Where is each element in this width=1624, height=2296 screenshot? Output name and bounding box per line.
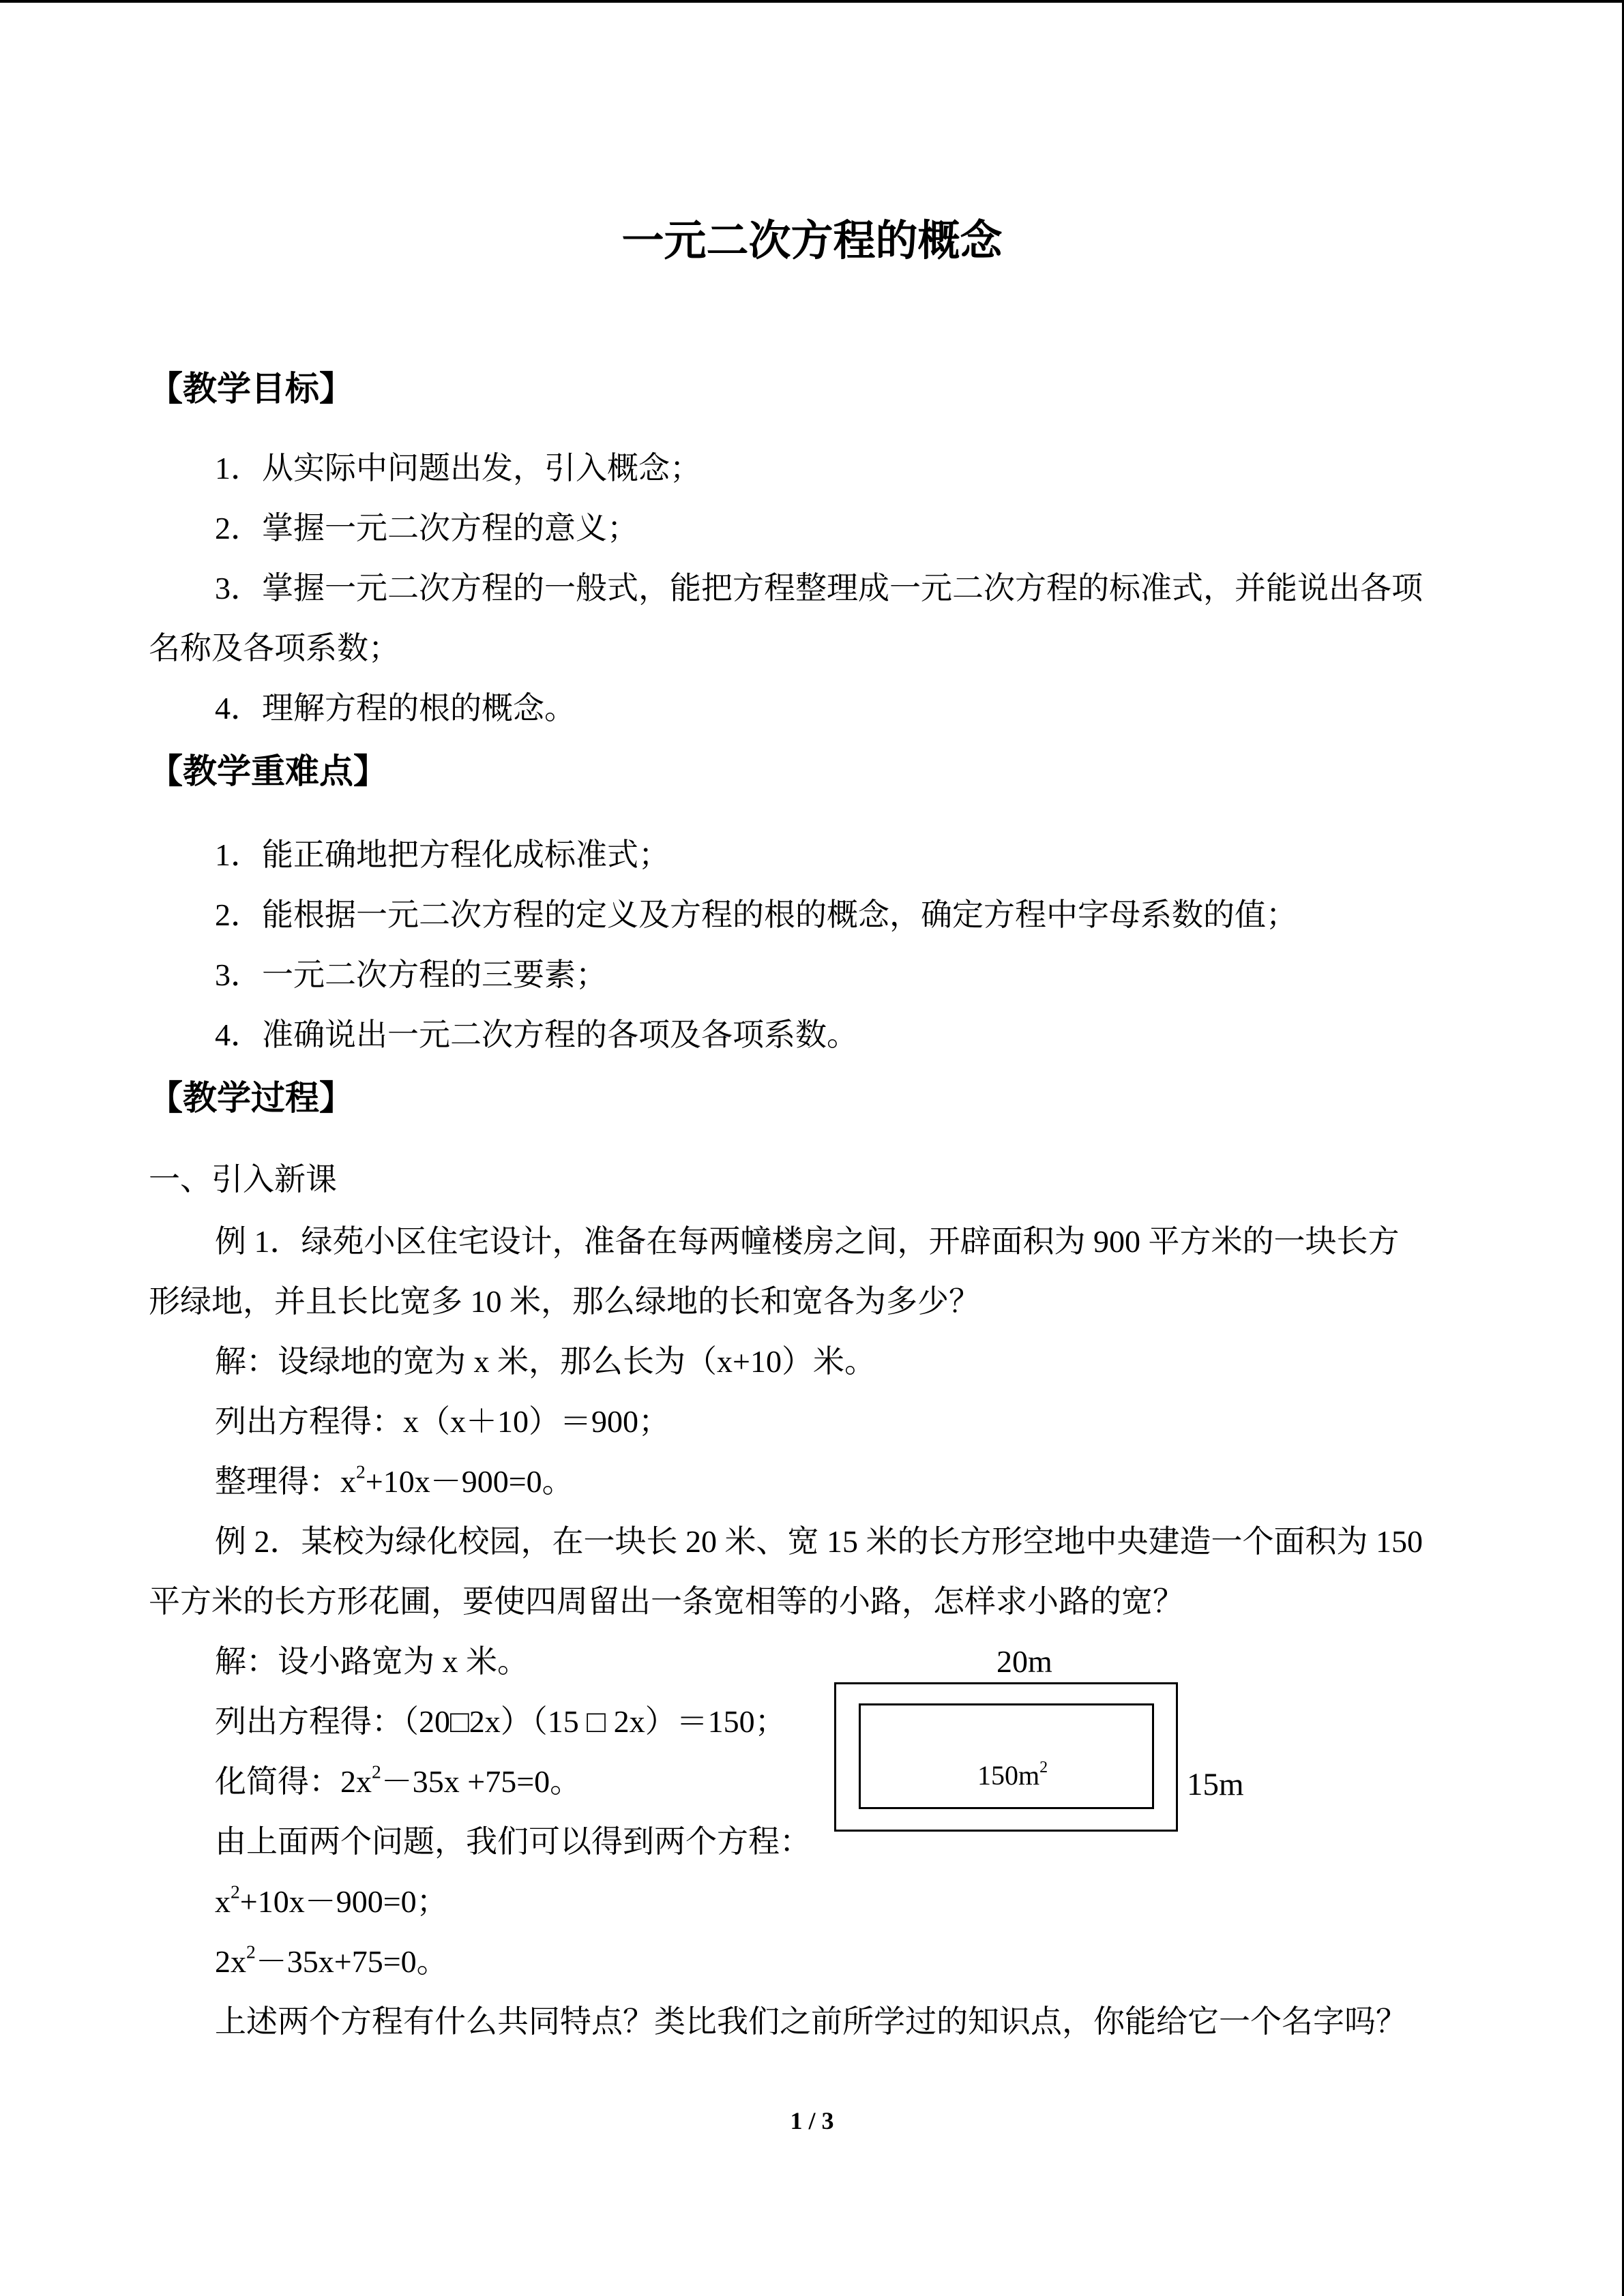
- example2-simplified: [215, 1763, 581, 1801]
- objective-item-3: 3．掌握一元二次方程的一般式，能把方程整理成一元二次方程的标准式，并能说出各项: [215, 571, 1423, 606]
- example1-line2: 形绿地，并且长比宽多 10 米，那么绿地的长和宽各为多少？: [149, 1284, 980, 1319]
- example1-simplified: [215, 1463, 574, 1501]
- objective-item-3-continued: 名称及各项系数；: [149, 631, 400, 666]
- key-point-item-2: 2．能根据一元二次方程的定义及方程的根的概念，确定方程中字母系数的值；: [215, 897, 1297, 932]
- objective-item-2: 2．掌握一元二次方程的意义；: [215, 511, 638, 546]
- expr-part: 2x: [215, 1944, 246, 1979]
- heading-process: 【教学过程】: [149, 1079, 353, 1117]
- objective-item-1: 1．从实际中问题出发，引入概念；: [215, 451, 701, 486]
- subheading-intro: 一、引入新课: [149, 1162, 337, 1197]
- exponent: 2: [1039, 1759, 1048, 1776]
- example2-line2: 平方米的长方形花圃，要使四周留出一条宽相等的小路，怎样求小路的宽？: [149, 1584, 1184, 1619]
- diagram-width-label: 20m: [996, 1644, 1052, 1679]
- expr-part: +10x－900=0；: [239, 1884, 448, 1919]
- exponent: 2: [231, 1881, 240, 1903]
- exponent: 2: [246, 1941, 256, 1963]
- page-number: 1 / 3: [790, 2107, 834, 2134]
- heading-key-points: 【教学重难点】: [149, 752, 387, 790]
- expr-part: －35x+75=0。: [255, 1944, 448, 1979]
- example2-line1: 例 2．某校为绿化校园，在一块长 20 米、宽 15 米的长方形空地中央建造一个面积为 150: [215, 1524, 1423, 1559]
- inner-rectangle: [859, 1703, 1154, 1809]
- exponent: 2: [372, 1761, 381, 1783]
- equation-1: [215, 1883, 448, 1921]
- key-point-item-3: 3．一元二次方程的三要素；: [215, 957, 607, 992]
- example1-line1: 例 1．绿苑小区住宅设计，准备在每两幢楼房之间，开辟面积为 900 平方米的一块长方: [215, 1224, 1400, 1259]
- page-top-border: [0, 0, 1624, 3]
- summary-text: 由上面两个问题，我们可以得到两个方程：: [215, 1824, 811, 1859]
- expr-part: x: [215, 1884, 231, 1919]
- example2-equation: 列出方程得：（20□2x）（15 □ 2x）＝150；: [215, 1704, 786, 1739]
- expr-part: +10x－900=0。: [365, 1464, 574, 1499]
- objective-item-4: 4．理解方程的根的概念。: [215, 691, 576, 726]
- example1-equation: 列出方程得：x（x＋10）＝900；: [215, 1404, 670, 1439]
- example2-solution: 解：设小路宽为 x 米。: [215, 1644, 529, 1679]
- diagram-height-label: 15m: [1187, 1767, 1244, 1802]
- key-point-item-1: 1．能正确地把方程化成标准式；: [215, 837, 670, 872]
- expr-part: 整理得：x: [215, 1464, 356, 1499]
- heading-objectives: 【教学目标】: [149, 370, 353, 408]
- exponent: 2: [356, 1461, 366, 1482]
- question-text: 上述两个方程有什么共同特点？类比我们之前所学过的知识点，你能给它一个名字吗？: [215, 2004, 1407, 2039]
- expr-part: 化简得：2x: [215, 1764, 372, 1799]
- equation-2: [215, 1943, 448, 1981]
- document-title: 一元二次方程的概念: [621, 215, 1003, 265]
- diagram-area-label: [977, 1759, 1048, 1791]
- area-value: 150m: [977, 1760, 1040, 1791]
- key-point-item-4: 4．准确说出一元二次方程的各项及各项系数。: [215, 1017, 858, 1052]
- example1-solution: 解：设绿地的宽为 x 米，那么长为（x+10）米。: [215, 1344, 876, 1379]
- expr-part: －35x +75=0。: [381, 1764, 582, 1799]
